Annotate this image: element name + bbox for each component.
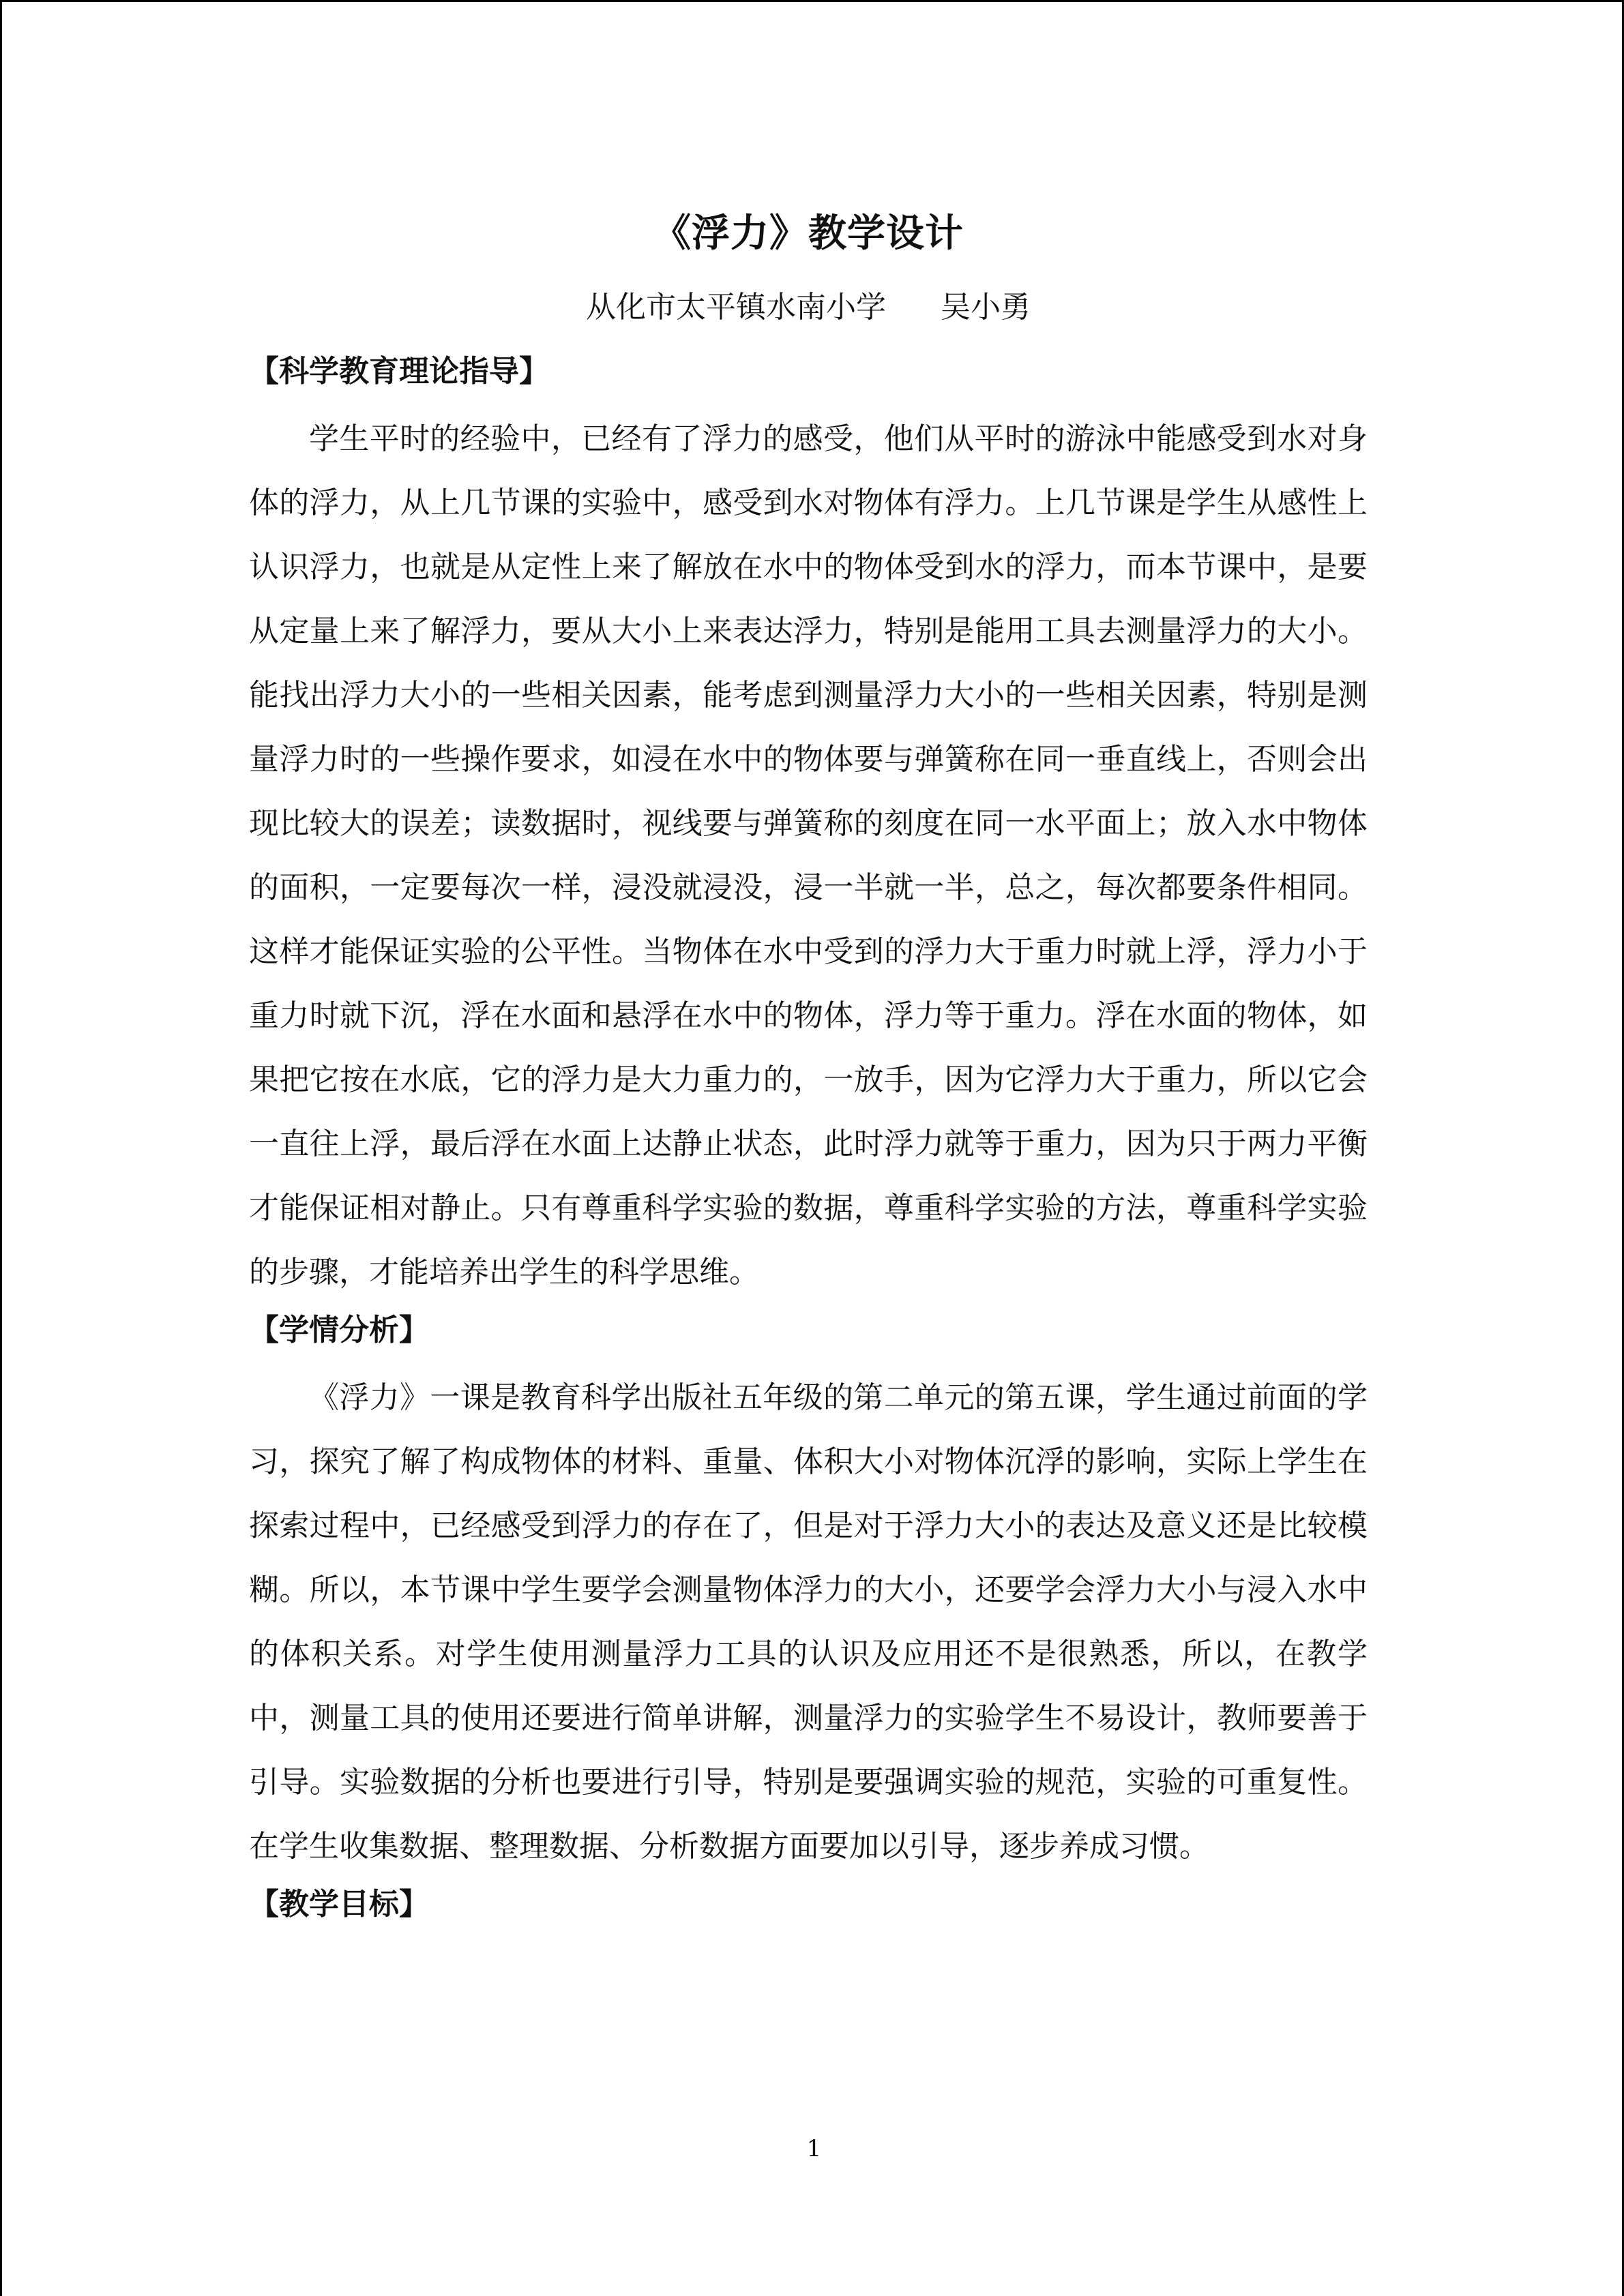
- section-heading-student-analysis: 【学情分析】: [249, 1313, 429, 1347]
- author-school: 从化市太平镇水南小学: [586, 290, 886, 325]
- document-title: 《浮力》教学设计: [653, 211, 964, 256]
- page-number: 1: [806, 2135, 822, 2162]
- section-heading-teaching-goals: 【教学目标】: [249, 1887, 429, 1922]
- author-name: 吴小勇: [941, 290, 1031, 325]
- section-heading-theory: 【科学教育理论指导】: [249, 354, 549, 389]
- author-line: [249, 286, 1368, 329]
- document-body: [249, 207, 1368, 1940]
- section-paragraph-student-analysis: 《浮力》一课是教育科学出版社五年级的第二单元的第五课，学生通过前面的学习，探究了解了构成物体的材料、重量、体积大小对物体沉浮的影响，实际上学生在探索过程中，已经感受到浮力的存在了，但是对于浮力大小的表达及意义还是比较模糊。所以，本节课中学生要学会测量物体浮力的大小，还要学会浮力大小与浸入水中的体积关系。对学生使用测量浮力工具的认识及应用还不是很熟悉，所以，在教学中，测量工具的使用还要进行简单讲解，测量浮力的实验学生不易设计，教师要善于引导。实验数据的分析也要进行引导，特别是要强调实验的规范，实验的可重复性。在学生收集数据、整理数据、分析数据方面要加以引导，逐步养成习惯。: [249, 1380, 1368, 1864]
- section-paragraph-theory: 学生平时的经验中，已经有了浮力的感受，他们从平时的游泳中能感受到水对身体的浮力，从上几节课的实验中，感受到水对物体有浮力。上几节课是学生从感性上认识浮力，也就是从定性上来了解放在水中的物体受到水的浮力，而本节课中，是要从定量上来了解浮力，要从大小上来表达浮力，特别是能用工具去测量浮力的大小。能找出浮力大小的一些相关因素，能考虑到测量浮力大小的一些相关因素，特别是测量浮力时的一些操作要求，如浸在水中的物体要与弹簧称在同一垂直线上，否则会出现比较大的误差；读数据时，视线要与弹簧称的刻度在同一水平面上；放入水中物体的面积，一定要每次一样，浸没就浸没，浸一半就一半，总之，每次都要条件相同。这样才能保证实验的公平性。当物体在水中受到的浮力大于重力时就上浮，浮力小于重力时就下沉，浮在水面和悬浮在水中的物体，浮力等于重力。浮在水面的物体，如果把它按在水底，它的浮力是大力重力的，一放手，因为它浮力大于重力，所以它会一直往上浮，最后浮在水面上达静止状态，此时浮力就等于重力，因为只于两力平衡才能保证相对静止。只有尊重科学实验的数据，尊重科学实验的方法，尊重科学实验的步骤，才能培养出学生的科学思维。: [249, 421, 1368, 1289]
